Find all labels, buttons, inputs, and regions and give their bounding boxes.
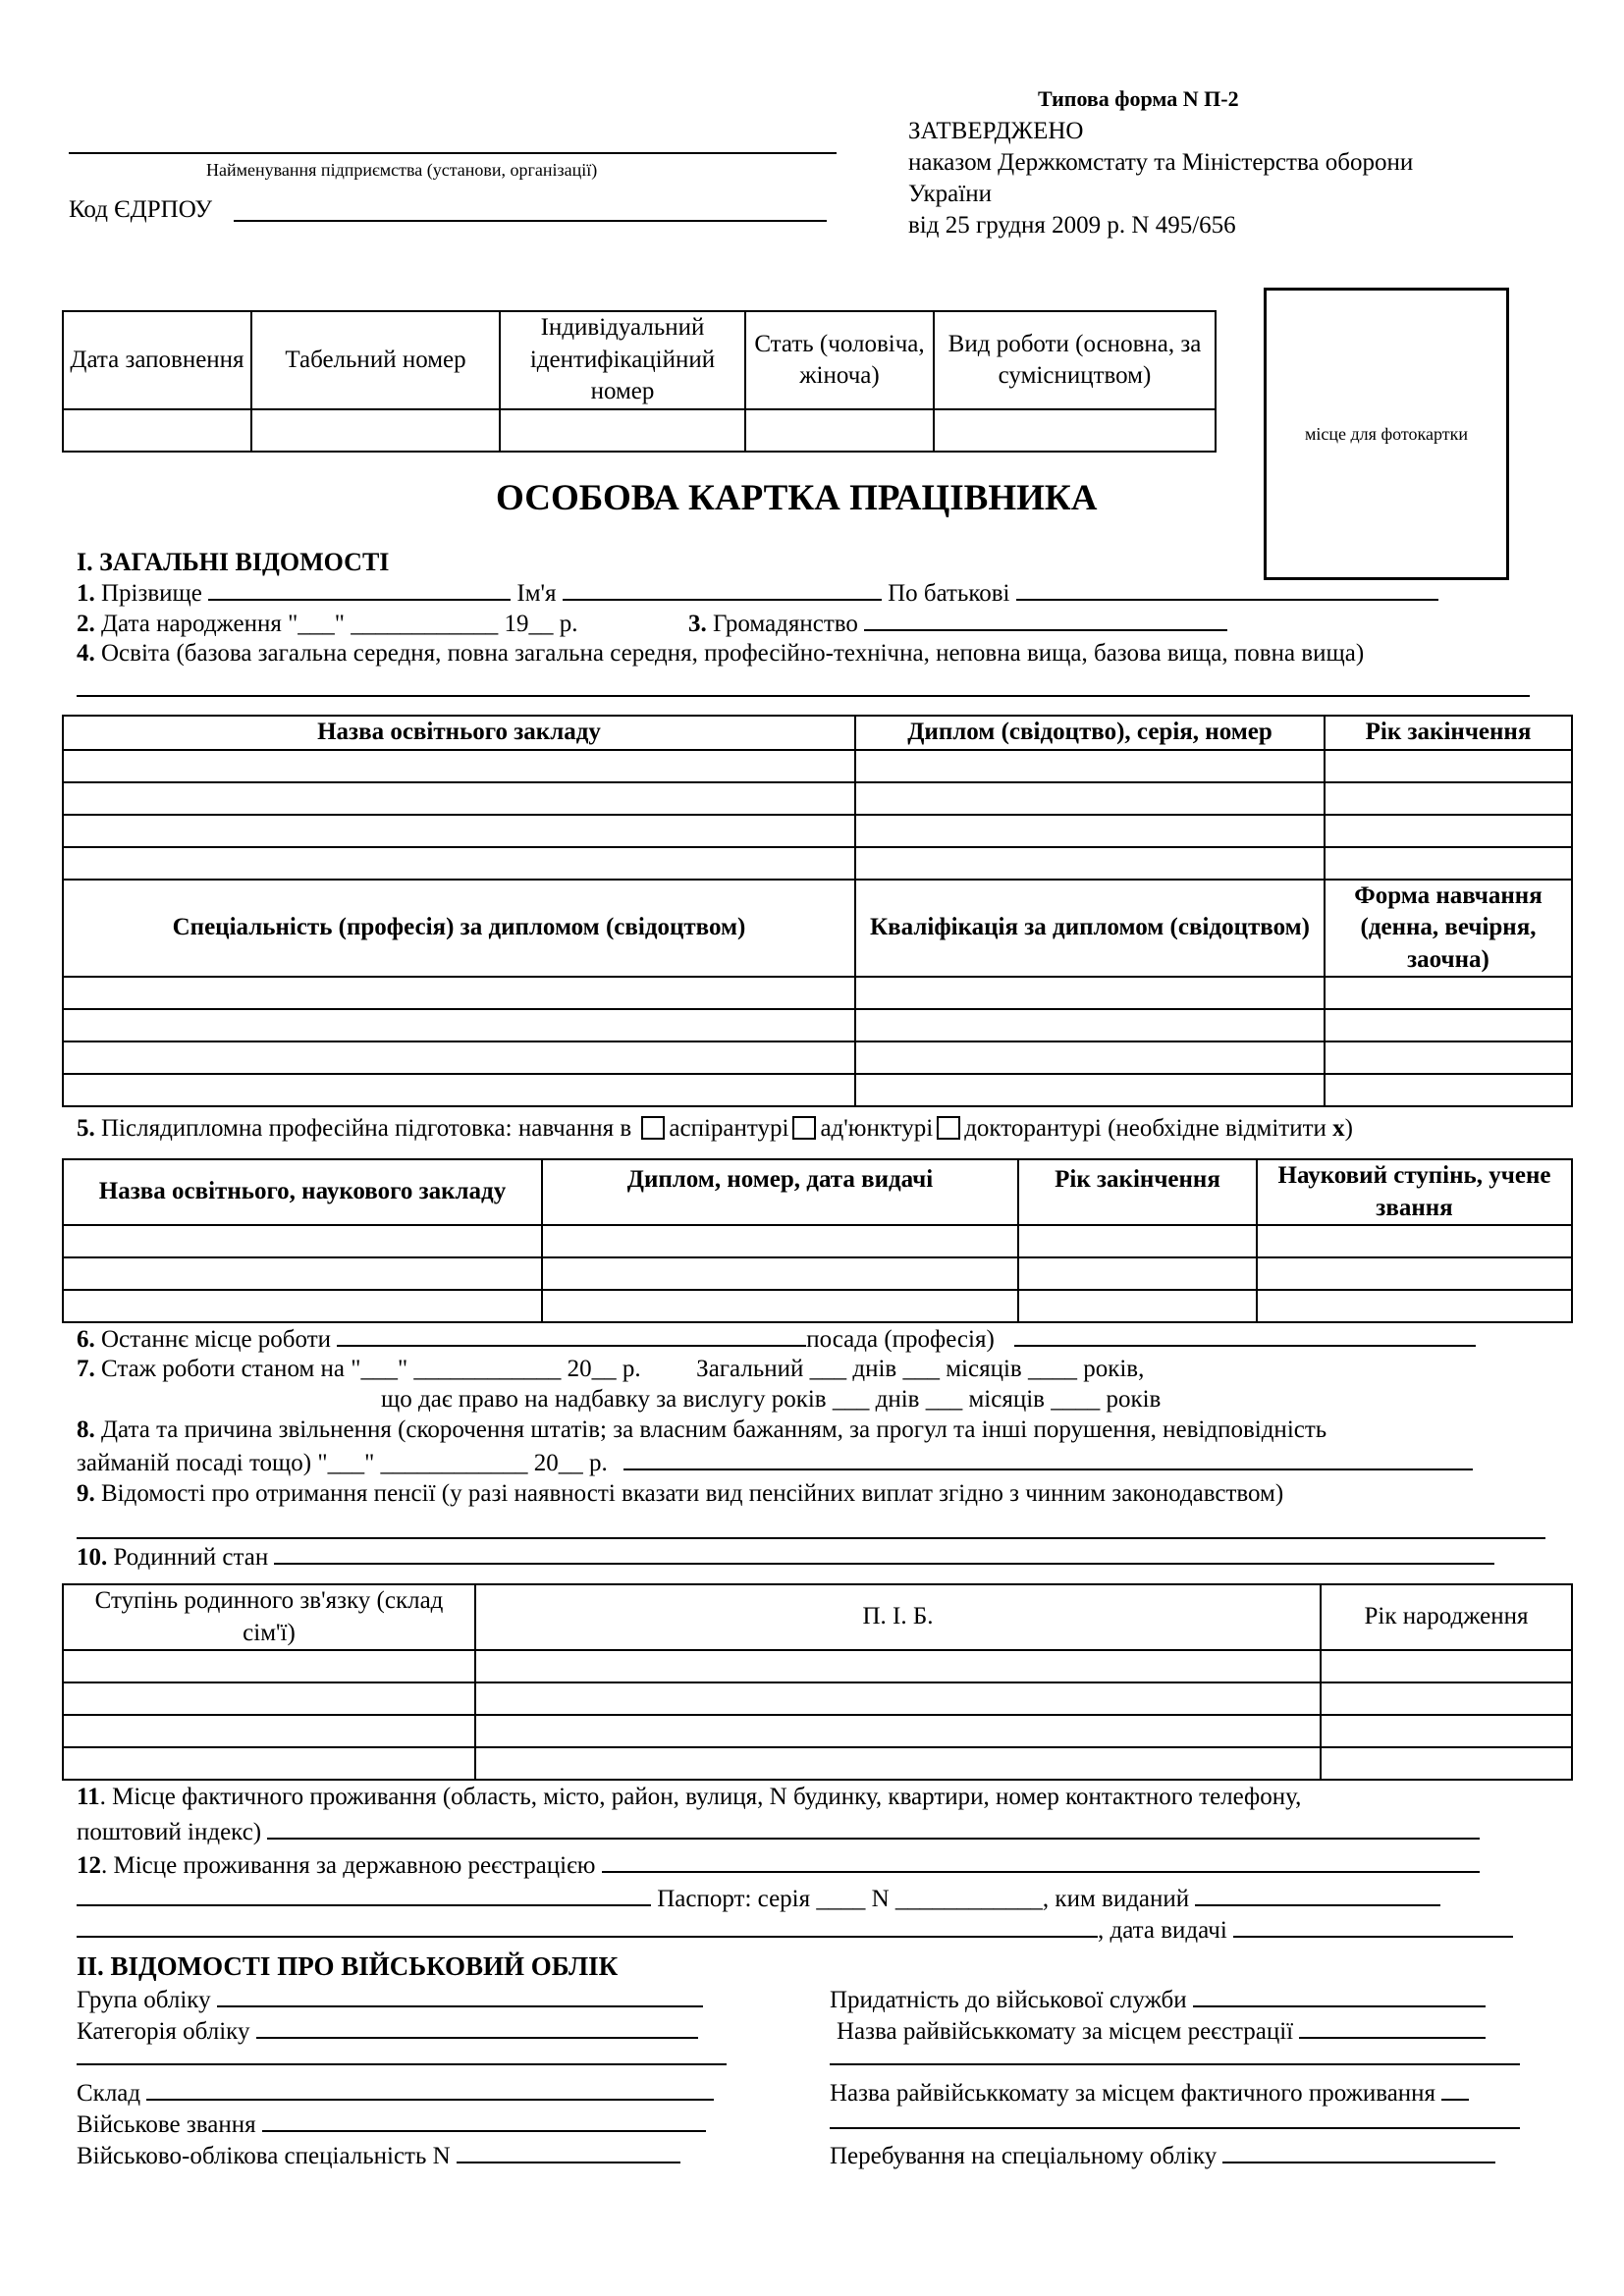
sci-diploma-cell[interactable] (542, 1225, 1018, 1257)
header-study-form: Форма навчання (денна, вечірня, заочна) (1325, 880, 1572, 978)
surname-label: Прізвище (101, 580, 202, 607)
military-category-label: Категорія обліку (77, 2018, 250, 2045)
approved-by-line1: наказом Держкомстату та Міністерства оборони (908, 149, 1414, 176)
sci-diploma-cell[interactable] (542, 1257, 1018, 1290)
degree-cell[interactable] (1257, 1225, 1572, 1257)
qualification-cell[interactable] (855, 1009, 1325, 1041)
education-label: Освіта (базова загальна середня, повна загальна середня, професійно-технічна, неповна вища, базова вища, повна вища) (101, 640, 1365, 667)
special-record-row (830, 2142, 1495, 2170)
issued-by-label: , ким виданий (1042, 1886, 1190, 1912)
military-specialty-label: Військово-облікова спеціальність N (77, 2143, 451, 2169)
header-work-type: Вид роботи (основна, за сумісництвом) (934, 311, 1216, 409)
birth-year-cell[interactable] (1321, 1682, 1572, 1715)
dismissal-reason-field[interactable] (623, 1449, 1473, 1470)
qualification-cell[interactable] (855, 977, 1325, 1009)
fitness-label: Придатність до військової служби (830, 1987, 1187, 2013)
grad-year-cell[interactable] (1325, 750, 1572, 782)
total-seniority-field[interactable]: Загальний ___ днів ___ місяців ____ років, (696, 1356, 1145, 1382)
page-title: ОСОБОВА КАРТКА ПРАЦІВНИКА (496, 478, 1098, 518)
field-9-num: 9. (77, 1480, 95, 1507)
header-sci-diploma: Диплом, номер, дата видачі (542, 1159, 1018, 1225)
table-row (63, 1074, 1572, 1106)
birth-year-cell[interactable] (1321, 1650, 1572, 1682)
header-personnel-number: Табельний номер (251, 311, 500, 409)
table-row (63, 815, 1572, 847)
pension-field[interactable] (77, 1537, 1545, 1539)
postal-code-label: поштовий індекс) (77, 1819, 262, 1845)
field-6-num: 6. (77, 1326, 95, 1353)
header-sci-grad-year: Рік закінчення (1018, 1159, 1257, 1225)
sci-institution-cell[interactable] (63, 1225, 542, 1257)
sci-grad-year-cell[interactable] (1018, 1290, 1257, 1322)
postgrad-table (62, 1158, 1573, 1323)
bonus-seniority-field[interactable]: що дає право на надбавку за вислугу років ___ днів ___ місяців ____ років (381, 1386, 1162, 1413)
study-form-cell[interactable] (1325, 1041, 1572, 1074)
table-row (63, 1747, 1572, 1780)
specialty-cell[interactable] (63, 1009, 855, 1041)
surname-field[interactable] (208, 579, 511, 601)
table-row (63, 1650, 1572, 1682)
military-category-field-2[interactable] (77, 2063, 727, 2065)
full-name-cell[interactable] (475, 1682, 1321, 1715)
table-row (63, 1715, 1572, 1747)
form-type: Типова форма N П-2 (1038, 86, 1239, 111)
military-rank-field[interactable] (262, 2110, 706, 2132)
sci-grad-year-cell[interactable] (1018, 1225, 1257, 1257)
sci-grad-year-cell[interactable] (1018, 1257, 1257, 1290)
relation-cell[interactable] (63, 1747, 475, 1780)
full-name-cell[interactable] (475, 1650, 1321, 1682)
relation-cell[interactable] (63, 1650, 475, 1682)
header-relation: Ступінь родинного зв'язку (склад сім'ї) (63, 1584, 475, 1650)
field-11-row2 (77, 1818, 1480, 1846)
section2-heading: ІІ. ВІДОМОСТІ ПРО ВІЙСЬКОВИЙ ОБЛІК (77, 1951, 619, 1981)
field-7-num: 7. (77, 1356, 95, 1382)
degree-cell[interactable] (1257, 1257, 1572, 1290)
name-field[interactable] (563, 579, 882, 601)
table-row (63, 1257, 1572, 1290)
patronymic-label: По батькові (888, 580, 1010, 607)
photo-placeholder[interactable] (1264, 288, 1509, 580)
table-row (63, 1041, 1572, 1074)
diploma-cell[interactable] (855, 750, 1325, 782)
education-table (62, 715, 1573, 1107)
close-paren: ) (1344, 1115, 1353, 1142)
field-12-row2 (77, 1885, 1440, 1913)
header-gender: Стать (чоловіча, жіноча) (745, 311, 934, 409)
field-12-row3 (77, 1916, 1513, 1945)
edrpou-field[interactable] (234, 220, 827, 222)
doktorantura-checkbox[interactable] (937, 1116, 960, 1140)
registered-address-label: . Місце проживання за державною реєстрацією (101, 1852, 596, 1879)
relation-cell[interactable] (63, 1715, 475, 1747)
field-1-num: 1. (77, 580, 95, 607)
personnel-number-cell[interactable] (251, 409, 500, 452)
military-category-row (77, 2017, 698, 2046)
header-birth-year: Рік народження (1321, 1584, 1572, 1650)
grad-year-cell[interactable] (1325, 847, 1572, 880)
dismissal-label: Дата та причина звільнення (скорочення штатів; за власним бажанням, за прогул та інші порушення, невідповідність (101, 1416, 1327, 1443)
postgrad-label: Післядипломна професійна підготовка: навчання в (101, 1115, 632, 1142)
org-name-line[interactable] (69, 152, 837, 154)
field-12-row (77, 1851, 1480, 1880)
reg-commissariat-field[interactable] (1299, 2017, 1486, 2039)
edrpou-label: Код ЄДРПОУ (69, 196, 213, 223)
tax-id-cell[interactable] (500, 409, 745, 452)
diploma-cell[interactable] (855, 815, 1325, 847)
sci-institution-cell[interactable] (63, 1290, 542, 1322)
military-staff-label: Склад (77, 2080, 141, 2107)
table-row (63, 1682, 1572, 1715)
fill-date-cell[interactable] (63, 409, 251, 452)
reg-commissariat-row (837, 2017, 1486, 2046)
field-1-row (77, 579, 1438, 608)
last-job-field[interactable] (337, 1325, 806, 1347)
adjunktura-label: ад'юнктурі (820, 1115, 934, 1142)
qualification-cell[interactable] (855, 1041, 1325, 1074)
field-8-num: 8. (77, 1416, 95, 1443)
institution-cell[interactable] (63, 782, 855, 815)
qualification-cell[interactable] (855, 1074, 1325, 1106)
issue-date-label: , дата видачі (1098, 1917, 1227, 1944)
study-form-cell[interactable] (1325, 977, 1572, 1009)
grad-year-cell[interactable] (1325, 782, 1572, 815)
diploma-cell[interactable] (855, 782, 1325, 815)
citizenship-label: Громадянство (713, 611, 858, 637)
special-record-field[interactable] (1222, 2142, 1495, 2163)
approved-date: від 25 грудня 2009 р. N 495/656 (908, 212, 1236, 239)
aspirantura-label: аспірантурі (669, 1115, 789, 1142)
table-row (63, 847, 1572, 880)
pension-label: Відомості про отримання пенсії (у разі наявності вказати вид пенсійних виплат згідно з чинним законодавством) (101, 1480, 1284, 1507)
org-name-caption: Найменування підприємства (установи, організації) (206, 160, 598, 180)
position-label: посада (професія) (806, 1326, 995, 1353)
header-institution: Назва освітнього закладу (63, 716, 855, 750)
diploma-cell[interactable] (855, 847, 1325, 880)
military-rank-row (77, 2110, 706, 2139)
birth-year-cell[interactable] (1321, 1715, 1572, 1747)
issue-date-field[interactable] (1233, 1916, 1513, 1938)
military-group-label: Група обліку (77, 1987, 211, 2013)
field-12-num: 12 (77, 1852, 101, 1879)
military-group-field[interactable] (217, 1986, 703, 2007)
military-group-row (77, 1986, 703, 2014)
full-name-cell[interactable] (475, 1715, 1321, 1747)
actual-commissariat-label: Назва райвійськкомату за місцем фактичного проживання (830, 2080, 1436, 2107)
field-7-row (77, 1356, 1144, 1383)
employee-id-table (62, 310, 1217, 453)
issued-by-field-2[interactable] (77, 1916, 1098, 1938)
military-specialty-field[interactable] (457, 2142, 680, 2163)
passport-field[interactable]: Паспорт: серія ____ N ____________ (657, 1886, 1043, 1912)
header-grad-year: Рік закінчення (1325, 716, 1572, 750)
full-name-cell[interactable] (475, 1747, 1321, 1780)
header-sci-institution: Назва освітнього, наукового закладу (63, 1159, 542, 1225)
education-field[interactable] (77, 695, 1530, 697)
citizenship-field[interactable] (864, 610, 1227, 631)
actual-commissariat-row (830, 2079, 1469, 2108)
relation-cell[interactable] (63, 1682, 475, 1715)
actual-commissariat-field[interactable] (1441, 2079, 1469, 2101)
aspirantura-checkbox[interactable] (641, 1116, 665, 1140)
fitness-row (830, 1986, 1486, 2014)
institution-cell[interactable] (63, 815, 855, 847)
study-form-cell[interactable] (1325, 1009, 1572, 1041)
issued-by-field[interactable] (1195, 1885, 1440, 1906)
field-10-num: 10. (77, 1544, 108, 1571)
grad-year-cell[interactable] (1325, 815, 1572, 847)
field-2-num: 2. (77, 611, 95, 637)
reg-commissariat-label: Назва райвійськкомату за місцем реєстрації (837, 2018, 1294, 2045)
military-rank-label: Військове звання (77, 2111, 256, 2138)
seniority-date-field[interactable]: Стаж роботи станом на "___" ____________ 20__ р. (101, 1356, 641, 1382)
table-row (63, 977, 1572, 1009)
header-full-name: П. І. Б. (475, 1584, 1321, 1650)
photo-label: місце для фотокартки (1305, 423, 1468, 444)
degree-cell[interactable] (1257, 1290, 1572, 1322)
header-diploma: Диплом (свідоцтво), серія, номер (855, 716, 1325, 750)
table-row (63, 1225, 1572, 1257)
birth-date-field[interactable]: Дата народження "___" ____________ 19__ р. (101, 611, 578, 637)
military-staff-row (77, 2079, 714, 2108)
header-degree: Науковий ступінь, учене звання (1257, 1159, 1572, 1225)
actual-address-label: . Місце фактичного проживання (область, місто, район, вулиця, N будинку, квартири, номер контактного телефону, (99, 1784, 1302, 1810)
specialty-cell[interactable] (63, 1074, 855, 1106)
table-row (63, 1290, 1572, 1322)
adjunktura-checkbox[interactable] (792, 1116, 816, 1140)
position-field[interactable] (1014, 1325, 1476, 1347)
field-6-row (77, 1325, 1476, 1354)
marital-status-label: Родинний стан (113, 1544, 269, 1571)
header-qualification: Кваліфікація за дипломом (свідоцтвом) (855, 880, 1325, 978)
field-8-row (77, 1416, 1326, 1444)
sci-institution-cell[interactable] (63, 1257, 542, 1290)
doktorantura-label: докторантурі (необхідне відмітити (964, 1115, 1326, 1142)
field-8-row2 (77, 1449, 1473, 1477)
header-specialty: Спеціальність (професія) за дипломом (свідоцтвом) (63, 880, 855, 978)
section1-heading: І. ЗАГАЛЬНІ ВІДОМОСТІ (77, 548, 390, 576)
institution-cell[interactable] (63, 847, 855, 880)
name-label: Ім'я (516, 580, 557, 607)
work-type-cell[interactable] (934, 409, 1216, 452)
field-4-row (77, 640, 1364, 667)
field-2-3-row (77, 610, 1227, 638)
patronymic-field[interactable] (1016, 579, 1438, 601)
family-table (62, 1583, 1573, 1781)
fitness-field[interactable] (1193, 1986, 1486, 2007)
special-record-label: Перебування на спеціальному обліку (830, 2143, 1218, 2169)
approved-by-line2: України (908, 181, 992, 207)
sci-diploma-cell[interactable] (542, 1290, 1018, 1322)
marital-status-field[interactable] (274, 1543, 1494, 1565)
mark-symbol: x (1332, 1115, 1345, 1142)
study-form-cell[interactable] (1325, 1074, 1572, 1106)
field-3-num: 3. (688, 611, 707, 637)
field-10-row (77, 1543, 1494, 1572)
gender-cell[interactable] (745, 409, 934, 452)
registered-address-field[interactable] (602, 1851, 1480, 1873)
last-job-label: Останнє місце роботи (101, 1326, 331, 1353)
field-9-row (77, 1480, 1283, 1508)
actual-commissariat-field-2[interactable] (830, 2127, 1520, 2129)
actual-address-field[interactable] (267, 1818, 1480, 1840)
table-row (63, 1009, 1572, 1041)
institution-cell[interactable] (63, 750, 855, 782)
header-tax-id: Індивідуальний ідентифікаційний номер (500, 311, 745, 409)
military-specialty-row (77, 2142, 680, 2170)
table-row (63, 750, 1572, 782)
table-row (63, 782, 1572, 815)
specialty-cell[interactable] (63, 977, 855, 1009)
military-staff-field[interactable] (146, 2079, 714, 2101)
field-4-num: 4. (77, 640, 95, 667)
header-fill-date: Дата заповнення (63, 311, 251, 409)
field-11-row (77, 1784, 1301, 1811)
registered-address-field-2[interactable] (77, 1885, 651, 1906)
field-5-num: 5. (77, 1115, 95, 1142)
military-category-field[interactable] (256, 2017, 698, 2039)
specialty-cell[interactable] (63, 1041, 855, 1074)
reg-commissariat-field-2[interactable] (830, 2063, 1520, 2065)
approved-label: ЗАТВЕРДЖЕНО (908, 118, 1084, 144)
field-5-row (77, 1115, 1353, 1143)
birth-year-cell[interactable] (1321, 1747, 1572, 1780)
dismissal-date-field[interactable]: займаній посаді тощо) "___" ____________ 20__ р. (77, 1450, 608, 1476)
field-11-num: 11 (77, 1784, 100, 1810)
